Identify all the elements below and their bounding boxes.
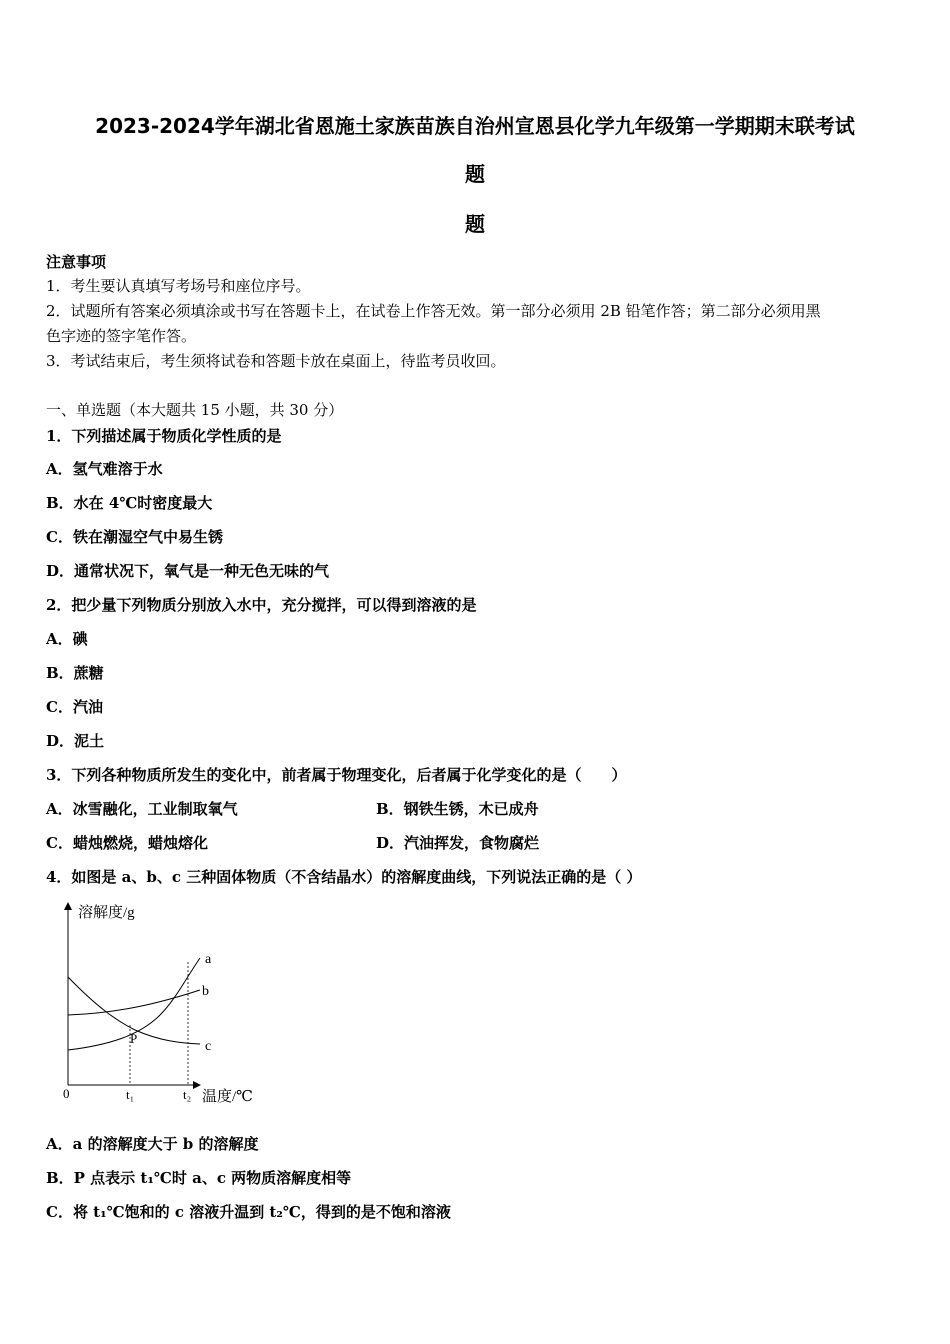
q4-option-c: C．将 t₁℃饱和的 c 溶液升温到 t₂℃，得到的是不饱和溶液 <box>46 1203 451 1221</box>
q1-option-d: D．通常状况下，氧气是一种无色无味的气 <box>46 562 330 580</box>
q4-option-b: B．P 点表示 t₁℃时 a、c 两物质溶解度相等 <box>46 1169 352 1187</box>
x-axis-label: 温度/℃ <box>202 1089 253 1105</box>
paper-title-line3: 题 <box>465 212 485 236</box>
notice-heading: 注意事项 <box>46 253 107 271</box>
series-b-curve <box>68 990 200 1015</box>
q1-option-c: C．铁在潮湿空气中易生锈 <box>46 528 223 546</box>
series-b-label: b <box>202 984 209 999</box>
q2-option-b: B．蔗糖 <box>46 664 104 682</box>
question-2-stem: 2．把少量下列物质分别放入水中，充分搅拌，可以得到溶液的是 <box>46 596 477 614</box>
question-1-stem: 1．下列描述属于物质化学性质的是 <box>46 427 282 445</box>
x-tick-t2: t₂ <box>183 1087 192 1102</box>
q2-option-a: A．碘 <box>46 630 88 648</box>
x-tick-t1: t₁ <box>126 1087 135 1102</box>
q2-option-d: D．泥土 <box>46 732 105 750</box>
notice-item-2-cont: 色字迹的签字笔作答。 <box>46 327 197 345</box>
series-c-label: c <box>205 1039 212 1054</box>
q2-option-c: C．汽油 <box>46 698 103 716</box>
origin-label: 0 <box>63 1086 70 1101</box>
paper-title-line2: 题 <box>465 162 485 186</box>
q4-option-a: A．a 的溶解度大于 b 的溶解度 <box>46 1135 259 1153</box>
q3-option-b: B．钢铁生锈，木已成舟 <box>376 800 539 818</box>
q1-option-a: A．氢气难溶于水 <box>46 460 163 478</box>
notice-item-1: 1．考生要认真填写考场号和座位序号。 <box>46 277 311 295</box>
q3-option-c: C．蜡烛燃烧，蜡烛熔化 <box>46 834 208 852</box>
question-4-stem: 4．如图是 a、b、c 三种固体物质（不含结晶水）的溶解度曲线，下列说法正确的是（ ） <box>46 868 642 886</box>
question-3-stem: 3．下列各种物质所发生的变化中，前者属于物理变化，后者属于化学变化的是（ ） <box>46 766 627 784</box>
q3-option-a: A．冰雪融化，工业制取氧气 <box>46 800 238 818</box>
section-heading: 一、单选题（本大题共 15 小题，共 30 分） <box>46 401 344 419</box>
notice-item-3: 3．考试结束后，考生须将试卷和答题卡放在桌面上，待监考员收回。 <box>46 352 506 370</box>
point-p-label: P <box>130 1031 138 1046</box>
q1-option-b: B．水在 4℃时密度最大 <box>46 494 213 512</box>
q3-option-d: D．汽油挥发，食物腐烂 <box>376 834 540 852</box>
series-a-label: a <box>205 952 212 967</box>
y-axis-label: 溶解度/g <box>78 905 135 921</box>
notice-item-2: 2．试题所有答案必须填涂或书写在答题卡上，在试卷上作答无效。第一部分必须用 2B 铅笔作答；第二部分必须用黑 <box>46 302 821 320</box>
solubility-curve-chart <box>50 895 275 1110</box>
paper-title-line1: 2023-2024学年湖北省恩施土家族苗族自治州宣恩县化学九年级第一学期期末联考试 <box>95 114 855 138</box>
